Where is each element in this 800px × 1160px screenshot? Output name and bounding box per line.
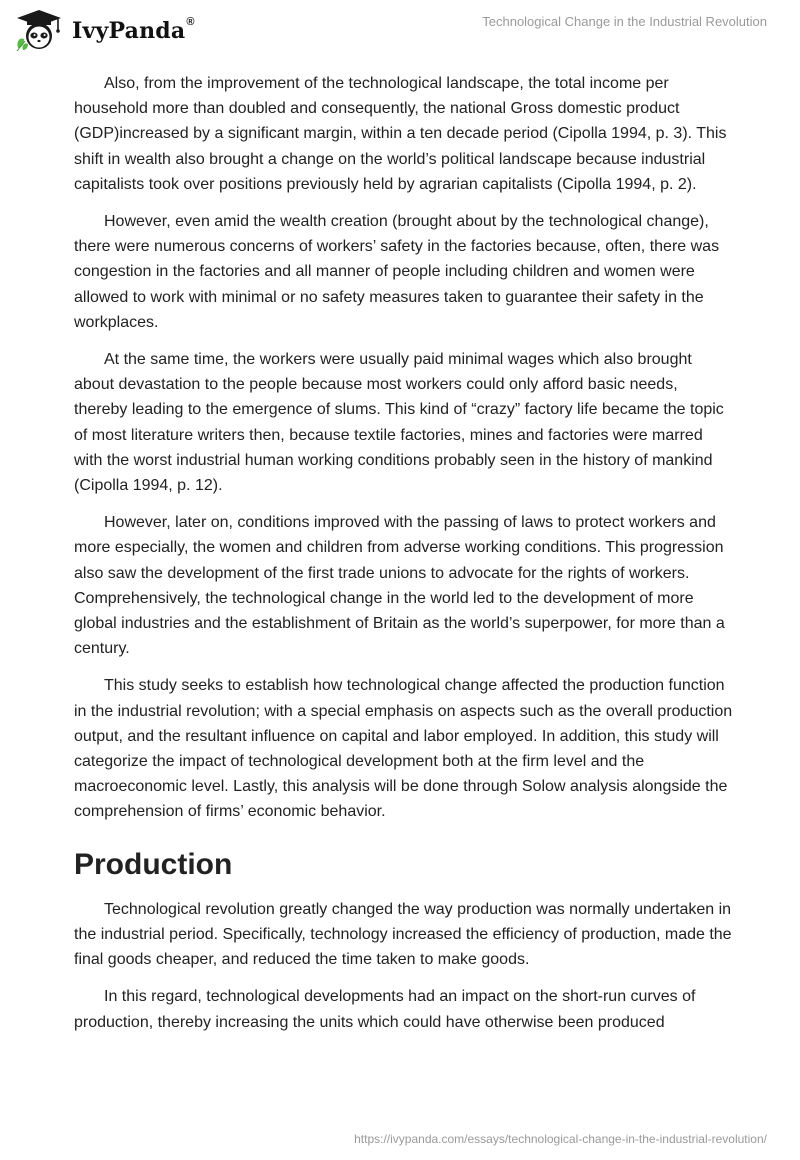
brand-name: IvyPanda® [72,16,195,44]
paragraph: Technological revolution greatly changed the way production was normally undertaken in the industrial period. Specifically, technology increased the efficiency of production, made the final goods cheaper, and reduced the time taken to make goods. [74,900,732,969]
panda-graduate-icon [14,8,64,52]
paragraph: However, even amid the wealth creation (brought about by the technological change), there were numerous concerns of workers’ safety in the factories because, often, there was congestion in the factories and all manner of people including children and women were allowed to work with minimal or no safety measures taken to guarantee their safety in the workplaces. [74,213,720,331]
page-header [0,0,800,60]
section-heading: Production [74,847,233,881]
paragraph: However, later on, conditions improved with the passing of laws to protect workers and more especially, the women and children from adverse working conditions. This progression also saw the development of the first trade unions to advocate for the rights of workers. Comprehensively, the technological change in the world led to the development of more global industries and the establishment of Britain as the world’s superpower, for more than a century. [74,514,725,658]
paragraph: In this regard, technological developments had an impact on the short-run curves of production, thereby increasing the units which could have otherwise been produced [74,988,696,1031]
brand-logo[interactable] [14,8,195,52]
paragraph: This study seeks to establish how technological change affected the production function in the industrial revolution; with a special emphasis on aspects such as the overall production output, and the resultant influence on capital and labor employed. In addition, this study will categorize the impact of technological development both at the firm level and the macroeconomic level. Lastly, this analysis will be done through Solow analysis alongside the comprehension of firms’ economic behavior. [74,677,733,821]
registered-mark: ® [186,16,195,28]
essay-body [74,71,734,1047]
source-url[interactable]: https://ivypanda.com/essays/technological-change-in-the-industrial-revolution/ [354,1132,767,1146]
document-title: Technological Change in the Industrial Revolution [482,14,767,29]
paragraph: Also, from the improvement of the technological landscape, the total income per household more than doubled and consequently, the national Gross domestic product (GDP)increased by a significant margin, within a ten decade period (Cipolla 1994, p. 3). This shift in wealth also brought a change on the world’s political landscape because industrial capitalists took over positions previously held by agrarian capitalists (Cipolla 1994, p. 2). [74,75,727,193]
paragraph: At the same time, the workers were usually paid minimal wages which also brought about devastation to the people because most workers could only afford basic needs, thereby leading to the emergence of slums. This kind of “crazy” factory life became the topic of most literature writers then, because textile factories, mines and factories were marred with the worst industrial human working conditions probably seen in the history of mankind (Cipolla 1994, p. 12). [74,351,724,495]
